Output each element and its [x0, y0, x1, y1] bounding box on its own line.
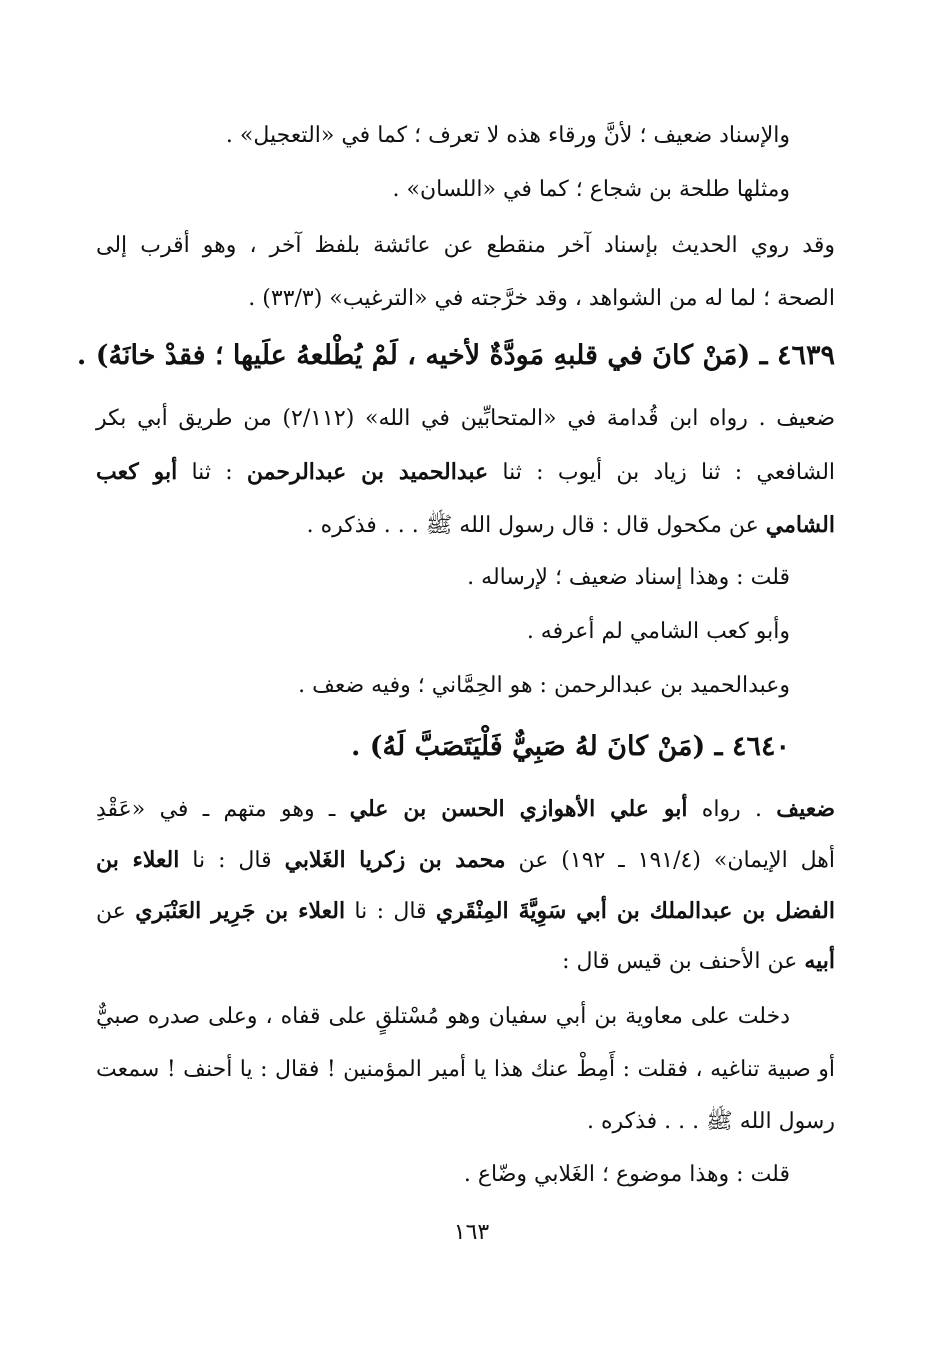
- hadith-heading-4640: [351, 729, 790, 765]
- text-line-1: [226, 118, 790, 154]
- text-line-10: [527, 614, 790, 650]
- text-line-20: [464, 1157, 790, 1193]
- line-text: الشافعي : ثنا زياد بن أيوب : ثنا: [488, 460, 836, 485]
- text-line-9: [467, 560, 790, 596]
- narrator-name: أبو كعب: [96, 459, 178, 485]
- narrator-name: العلاء بن جَرِير العَنْبَري: [135, 898, 346, 924]
- narrator-name: الفضل بن عبدالملك بن أبي سَوِيَّةَ المِنْقَري: [435, 898, 836, 924]
- line-text: وأبو كعب الشامي لم أعرفه .: [526, 619, 790, 644]
- text-line-11: [298, 668, 790, 704]
- page-number: ١٦٣: [453, 1220, 490, 1245]
- text-line-16: [562, 943, 835, 980]
- text-line-19: [587, 1104, 835, 1140]
- text-line-2: [393, 172, 790, 208]
- line-text: قلت : وهذا موضوع ؛ الغَلابي وضّاع .: [463, 1162, 790, 1187]
- line-text: قلت : وهذا إسناد ضعيف ؛ لإرساله .: [467, 565, 790, 590]
- line-text: قال : نا: [179, 848, 285, 873]
- line-text: وقد روي الحديث بإسناد آخر منقطع عن عائشة بلفظ آخر ، وهو أقرب إلى: [96, 233, 835, 258]
- line-text: أهل الإيمان» (١٩١/٤ ـ ١٩٢) عن: [505, 848, 835, 873]
- text-line-4: [248, 281, 835, 317]
- line-text: عن: [96, 899, 136, 924]
- line-text: عن الأحنف بن قيس قال :: [562, 949, 805, 974]
- narrator-name: أبو علي الأهوازي الحسن بن علي: [349, 796, 688, 822]
- narrator-name: الشامي: [765, 512, 835, 538]
- text-line-15: [96, 893, 835, 930]
- line-text: رسول الله ﷺ . . . فذكره .: [586, 1109, 835, 1134]
- line-text: ضعيف . رواه ابن قُدامة في «المتحابِّين في الله» (٢/١١٢) من طريق أبي بكر: [96, 406, 835, 431]
- text-line-17: [96, 999, 790, 1035]
- narrator-name: أبيه: [804, 948, 835, 974]
- line-text: والإسناد ضعيف ؛ لأنَّ ورقاء هذه لا تعرف ؛ كما في «التعجيل» .: [225, 123, 790, 148]
- text-line-3: [96, 228, 835, 264]
- narrator-name: عبدالحميد بن عبدالرحمن: [246, 459, 489, 485]
- hadith-heading-4639: [77, 338, 835, 374]
- line-text: قال : نا: [345, 899, 436, 924]
- text-line-18: [96, 1052, 835, 1088]
- line-text: دخلت على معاوية بن أبي سفيان وهو مُسْتلقٍ على قفاه ، وعلى صدره صبيٌّ: [96, 1004, 790, 1029]
- line-text: ـ وهو متهم ـ في «عَقْدِ: [96, 797, 350, 822]
- narrator-name: محمد بن زكريا الغَلابي: [284, 847, 506, 873]
- text-line-6: [96, 401, 835, 437]
- grading-word: ضعيف: [776, 796, 836, 822]
- line-text: ومثلها طلحة بن شجاع ؛ كما في «اللسان» .: [392, 177, 790, 202]
- line-text: الصحة ؛ لما له من الشواهد ، وقد خرَّجته في «الترغيب» (٣٣/٣) .: [248, 286, 835, 311]
- line-text: أو صبية تناغيه ، فقلت : أَمِطْ عنك هذا يا أمير المؤمنين ! فقال : يا أحنف ! سمعت: [96, 1057, 835, 1082]
- line-text: . رواه: [687, 797, 777, 822]
- narrator-name: العلاء بن: [96, 847, 180, 873]
- text-line-14: [96, 842, 835, 879]
- heading-text: ٤٦٣٩ ـ (مَنْ كانَ في قلبهِ مَودَّةٌ لأخيه ، لَمْ يُطْلعهُ علَيها ؛ فقدْ خانَهُ) .: [76, 340, 835, 371]
- heading-text: ٤٦٤٠ ـ (مَنْ كانَ لهُ صَبِيٌّ فَلْيَتَصَبَّ لَهُ) .: [350, 731, 790, 762]
- line-text: : ثنا: [177, 460, 247, 485]
- text-line-8: [307, 507, 835, 544]
- line-text: عن مكحول قال : قال رسول الله ﷺ . . . فذكره .: [306, 513, 766, 538]
- text-line-13: [96, 791, 835, 828]
- text-line-7: [96, 454, 835, 491]
- line-text: وعبدالحميد بن عبدالرحمن : هو الحِمَّاني ؛ وفيه ضعف .: [298, 673, 790, 698]
